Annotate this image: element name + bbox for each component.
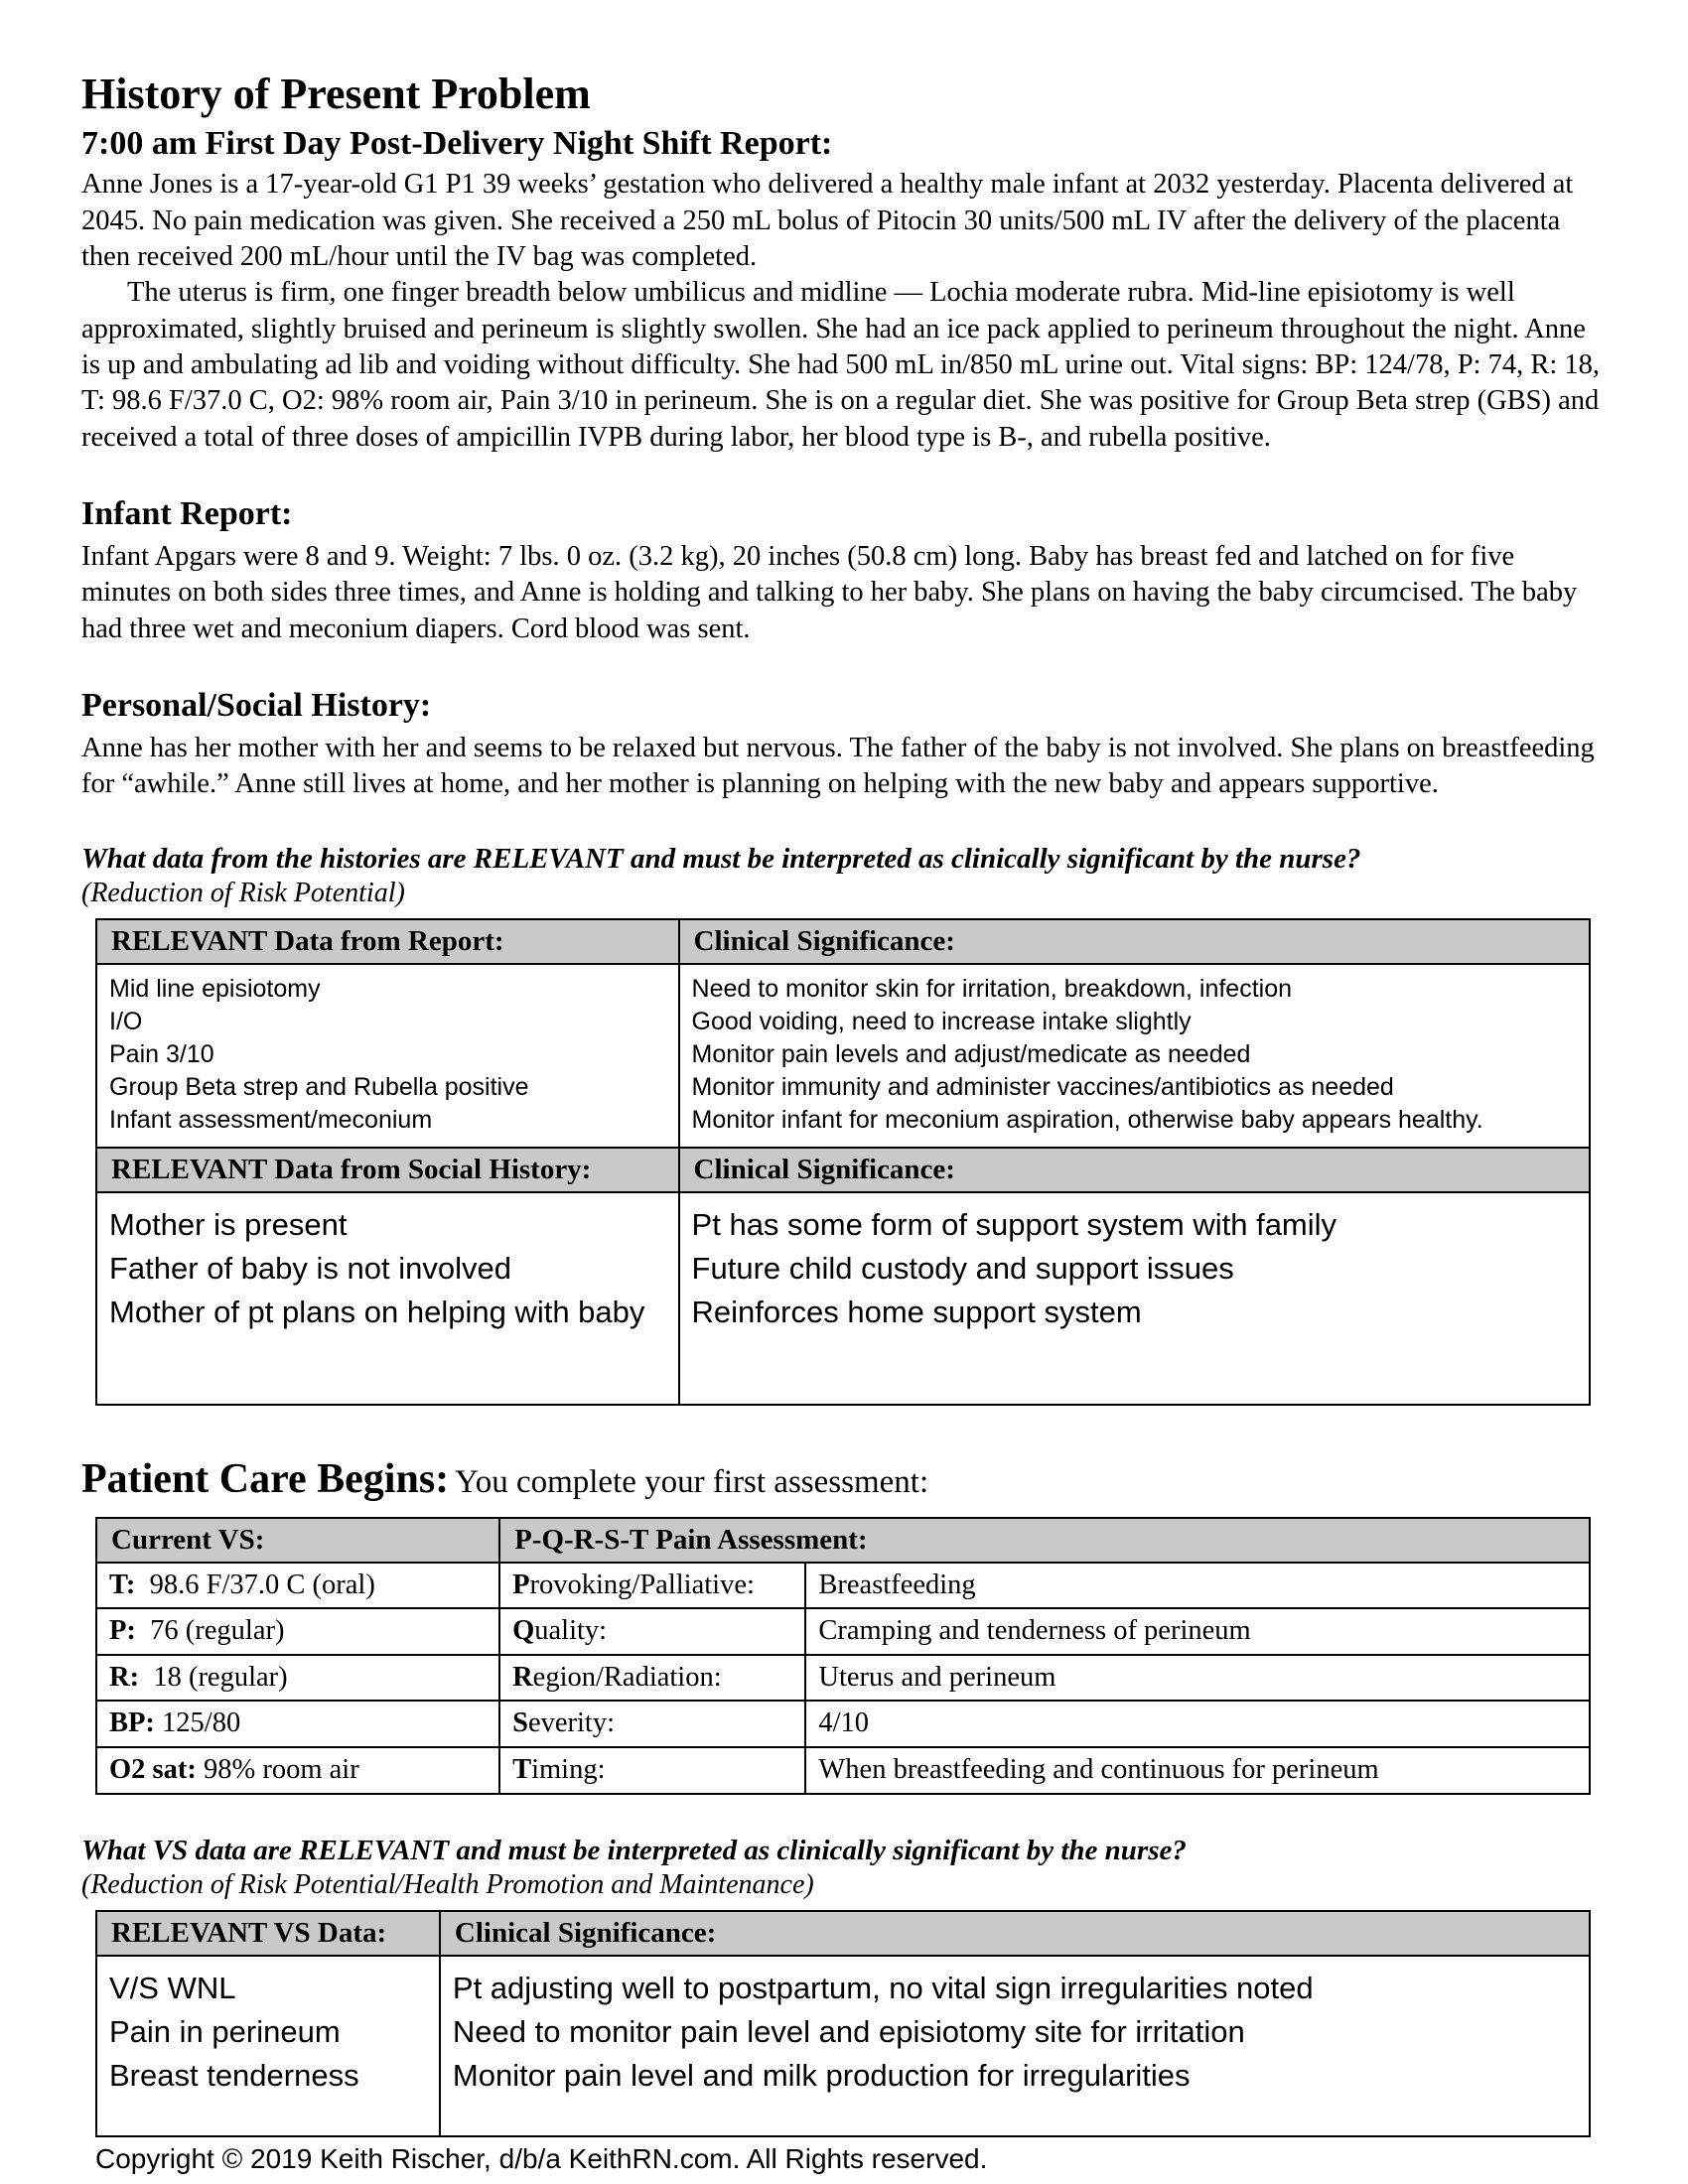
pqrst-value-cell: 4/10 (805, 1701, 1590, 1747)
relevant-vs-body-row (96, 1956, 1590, 2136)
list-item: Father of baby is not involved (109, 1250, 511, 1286)
report-data-cell (96, 964, 679, 1148)
vs-relevant-question: What VS data are RELEVANT and must be interpreted as clinically significant by the nurse? (81, 1834, 1187, 1866)
current-vs-header: Current VS: (96, 1518, 499, 1563)
list-item: Infant assessment/meconium (109, 1105, 433, 1134)
social-data-cell (96, 1192, 679, 1405)
list-item: Monitor pain level and milk production for irregularities (452, 2057, 1191, 2093)
copyright-footer: Copyright © 2019 Keith Rischer, d/b/a KeithRN.com. All Rights reserved. (95, 2142, 988, 2174)
social-body-row (96, 1192, 1590, 1405)
list-item: Good voiding, need to increase intake slightly (691, 1007, 1192, 1035)
pqrst-value-cell: Cramping and tenderness of perineum (805, 1608, 1590, 1655)
report-data-header: RELEVANT Data from Report: (96, 919, 679, 964)
list-item: Pain in perineum (109, 2013, 341, 2049)
list-item: V/S WNL (109, 1970, 236, 2005)
list-item: Reinforces home support system (691, 1294, 1142, 1329)
list-item: Monitor immunity and administer vaccines/antibiotics as needed (691, 1072, 1394, 1101)
pqrst-value-cell: When breastfeeding and continuous for perineum (805, 1747, 1590, 1794)
pqrst-value-cell: Breastfeeding (805, 1563, 1590, 1609)
list-item: Group Beta strep and Rubella positive (109, 1072, 529, 1101)
list-item: I/O (109, 1007, 143, 1035)
list-item: Need to monitor skin for irritation, breakdown, infection (691, 974, 1293, 1003)
patient-care-title: Patient Care Begins: (81, 1455, 450, 1502)
social-header-row (96, 1148, 1590, 1192)
vs-bp-cell: BP: 125/80 (96, 1701, 499, 1747)
vs-pulse-cell: P: 76 (regular) (96, 1608, 499, 1655)
list-item: Future child custody and support issues (691, 1250, 1234, 1286)
pqrst-label-cell: Region/Radiation: (499, 1655, 805, 1702)
pqrst-label-cell: Timing: (499, 1747, 805, 1794)
list-item: Need to monitor pain level and episiotomy site for irritation (452, 2013, 1245, 2049)
vs-temp-cell: T: 98.6 F/37.0 C (oral) (96, 1563, 499, 1609)
report-significance-header: Clinical Significance: (679, 919, 1590, 964)
vs-question-category: (Reduction of Risk Potential/Health Promotion and Maintenance) (81, 1868, 814, 1900)
list-item: Pt has some form of support system with family (691, 1206, 1337, 1242)
vs-header-row (96, 1518, 1590, 1563)
relevant-vs-significance-cell (440, 1956, 1590, 2136)
list-item: Breast tenderness (109, 2057, 359, 2093)
report-header-row (96, 919, 1590, 964)
relevant-data-table (95, 918, 1591, 1406)
history-paragraph-2: The uterus is firm, one finger breadth below umbilicus and midline — Lochia moderate rubra. Mid-line episiotomy is well approximated, slightly bruised and perineum is slightly swollen. She had an ice pack applied to perineum throughout the night. Anne is up and ambulating ad lib and voiding without difficulty. She had 500 mL in/850 mL urine out. Vital signs: BP: 124/78, P: 74, R: 18, T: 98.6 F/37.0 C, O2: 98% room air, Pain 3/10 in perineum. She is on a regular diet. She was positive for Group Beta strep (GBS) and received a total of three doses of ampicillin IVPB during labor, her blood type is B-, and rubella positive. (81, 277, 1601, 453)
list-item: Monitor pain levels and adjust/medicate as needed (691, 1039, 1251, 1068)
relevant-vs-data-cell (96, 1956, 440, 2136)
pqrst-label-cell: Quality: (499, 1608, 805, 1655)
vs-o2sat-cell: O2 sat: 98% room air (96, 1747, 499, 1794)
histories-question-category: (Reduction of Risk Potential) (81, 877, 405, 908)
relevant-vs-table (95, 1910, 1591, 2137)
infant-report-paragraph: Infant Apgars were 8 and 9. Weight: 7 lbs. 0 oz. (3.2 kg), 20 inches (50.8 cm) long. Baby has breast fed and latched on for five minutes on both sides three times, and Anne is holding and talking to her baby. She plans on having the baby circumcised. The baby had three wet and meconium diapers. Cord blood was sent. (81, 541, 1578, 644)
table-row (96, 1655, 1590, 1702)
shift-report-heading: 7:00 am First Day Post-Delivery Night Shift Report: (81, 124, 833, 162)
relevant-vs-header-row (96, 1911, 1590, 1956)
list-item: Mother is present (109, 1206, 348, 1242)
social-significance-cell (679, 1192, 1590, 1405)
history-paragraph-1: Anne Jones is a 17-year-old G1 P1 39 weeks’ gestation who delivered a healthy male infant at 2032 yesterday. Placenta delivered at 2045. No pain medication was given. She received a 250 mL bolus of Pitocin 30 units/500 mL IV after the delivery of the placenta then received 200 mL/hour until the IV bag was completed. (81, 169, 1574, 273)
relevant-vs-header: RELEVANT VS Data: (96, 1911, 440, 1956)
pqrst-header: P-Q-R-S-T Pain Assessment: (499, 1518, 1590, 1563)
list-item: Pt adjusting well to postpartum, no vital sign irregularities noted (452, 1970, 1314, 2005)
list-item: Monitor infant for meconium aspiration, otherwise baby appears healthy. (691, 1105, 1483, 1134)
social-significance-header: Clinical Significance: (679, 1148, 1590, 1192)
social-history-heading: Personal/Social History: (81, 687, 432, 724)
list-item: Mid line episiotomy (109, 974, 321, 1003)
patient-care-heading (81, 1455, 1609, 1503)
pqrst-label-cell: Provoking/Palliative: (499, 1563, 805, 1609)
patient-care-subtitle: You complete your first assessment: (455, 1463, 929, 1500)
vital-signs-table (95, 1517, 1591, 1795)
social-data-header: RELEVANT Data from Social History: (96, 1148, 679, 1192)
infant-report-heading: Infant Report: (81, 495, 293, 533)
table-row (96, 1701, 1590, 1747)
report-body-row (96, 964, 1590, 1148)
page-title: History of Present Problem (81, 69, 591, 118)
relevant-vs-significance-header: Clinical Significance: (440, 1911, 1590, 1956)
table-row (96, 1563, 1590, 1609)
list-item: Mother of pt plans on helping with baby (109, 1294, 645, 1329)
social-history-paragraph: Anne has her mother with her and seems to be relaxed but nervous. The father of the baby is not involved. She plans on breastfeeding for “awhile.” Anne still lives at home, and her mother is planning on helping with the new baby and appears supportive. (81, 733, 1595, 800)
vs-resp-cell: R: 18 (regular) (96, 1655, 499, 1702)
table-row (96, 1608, 1590, 1655)
pqrst-value-cell: Uterus and perineum (805, 1655, 1590, 1702)
report-significance-cell (679, 964, 1590, 1148)
list-item: Pain 3/10 (109, 1039, 214, 1068)
pqrst-label-cell: Severity: (499, 1701, 805, 1747)
table-row (96, 1747, 1590, 1794)
histories-relevant-question: What data from the histories are RELEVANT and must be interpreted as clinically significant by the nurse? (81, 842, 1361, 875)
